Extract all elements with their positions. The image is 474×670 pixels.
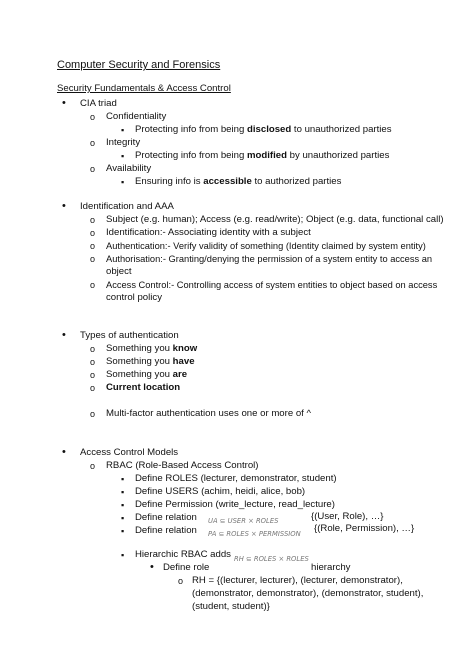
auth-mfa: Multi-factor authentication uses one or more of ^ [106, 408, 312, 419]
rbac-label: RBAC (Role-Based Access Control) [106, 460, 259, 471]
circle-bullet-icon [90, 253, 95, 266]
circle-bullet-icon [90, 163, 95, 176]
define-role: Define role [163, 562, 210, 573]
rbac-roles: Define ROLES (lecturer, demonstrator, student) [135, 473, 337, 484]
aaa-identification: Identification:- Associating identity with a subject [106, 227, 311, 238]
rh-definition-cont: (demonstrator, demonstrator), (demonstrator, student), [192, 588, 424, 599]
square-bullet-icon [121, 473, 124, 486]
circle-bullet-icon [90, 240, 95, 253]
square-bullet-icon [121, 124, 124, 137]
integrity-desc: Protecting info from being modified by unauthorized parties [135, 150, 390, 161]
square-bullet-icon [121, 176, 124, 189]
bullet-icon [62, 329, 66, 342]
section-subtitle: Security Fundamentals & Access Control [57, 83, 231, 94]
circle-bullet-icon [90, 408, 95, 421]
rbac-permission: Define Permission (write_lecture, read_lecture) [135, 499, 335, 510]
confidentiality-label: Confidentiality [106, 111, 167, 122]
auth-location: Current location [106, 382, 181, 393]
aaa-authorisation-cont: object [106, 266, 132, 277]
rbac-relation-pa: Define relation [135, 525, 197, 536]
ua-set: {(User, Role), …} [311, 511, 384, 522]
availability-desc: Ensuring info is accessible to authorized parties [135, 176, 342, 187]
auth-are: Something you are [106, 369, 188, 380]
aaa-subject: Subject (e.g. human); Access (e.g. read/write); Object (e.g. data, functional call) [106, 214, 444, 225]
circle-bullet-icon [90, 343, 95, 356]
cia-heading: CIA triad [80, 98, 117, 109]
circle-bullet-icon [90, 382, 95, 395]
pa-formula: PA ⊆ ROLES × PERMISSION [208, 530, 301, 538]
rh-formula: RH ⊆ ROLES × ROLES [234, 555, 309, 563]
square-bullet-icon [121, 512, 124, 525]
circle-bullet-icon [90, 227, 95, 240]
confidentiality-desc: Protecting info from being disclosed to unauthorized parties [135, 124, 392, 135]
circle-bullet-icon [178, 575, 183, 588]
aaa-access-control: Access Control:- Controlling access of system entities to object based on access [106, 280, 438, 290]
rbac-users: Define USERS (achim, heidi, alice, bob) [135, 486, 306, 497]
circle-bullet-icon [90, 214, 95, 227]
aaa-authentication: Authentication:- Verify validity of something (Identity claimed by system entity) [106, 241, 426, 251]
bullet-icon [62, 97, 66, 110]
auth-know: Something you know [106, 343, 198, 354]
square-bullet-icon [121, 499, 124, 512]
bullet-icon [62, 446, 66, 459]
circle-bullet-icon [90, 369, 95, 382]
auth-types-heading: Types of authentication [80, 330, 179, 341]
circle-bullet-icon [90, 111, 95, 124]
circle-bullet-icon [90, 137, 95, 150]
bullet-icon [150, 561, 154, 574]
auth-have: Something you have [106, 356, 195, 367]
square-bullet-icon [121, 549, 124, 562]
pa-set: {(Role, Permission), …} [314, 523, 415, 534]
aaa-authorisation: Authorisation:- Granting/denying the permission of a system entity to access an [106, 254, 433, 264]
circle-bullet-icon [90, 460, 95, 473]
rh-definition: RH = {(lecturer, lecturer), (lecturer, demonstrator), [192, 575, 403, 586]
rh-definition-end: (student, student)} [192, 601, 270, 612]
integrity-label: Integrity [106, 137, 141, 148]
circle-bullet-icon [90, 279, 95, 292]
hierarchic-rbac: Hierarchic RBAC adds [135, 549, 231, 560]
square-bullet-icon [121, 150, 124, 163]
aaa-access-control-cont: control policy [106, 292, 162, 303]
bullet-icon [62, 200, 66, 213]
circle-bullet-icon [90, 356, 95, 369]
hierarchy-label: hierarchy [311, 562, 351, 573]
acm-heading: Access Control Models [80, 447, 179, 458]
availability-label: Availability [106, 163, 152, 174]
rbac-relation-ua: Define relation [135, 512, 197, 523]
aaa-heading: Identification and AAA [80, 201, 174, 212]
page-title: Computer Security and Forensics [57, 59, 221, 71]
square-bullet-icon [121, 525, 124, 538]
square-bullet-icon [121, 486, 124, 499]
ua-formula: UA ⊆ USER × ROLES [208, 517, 279, 525]
